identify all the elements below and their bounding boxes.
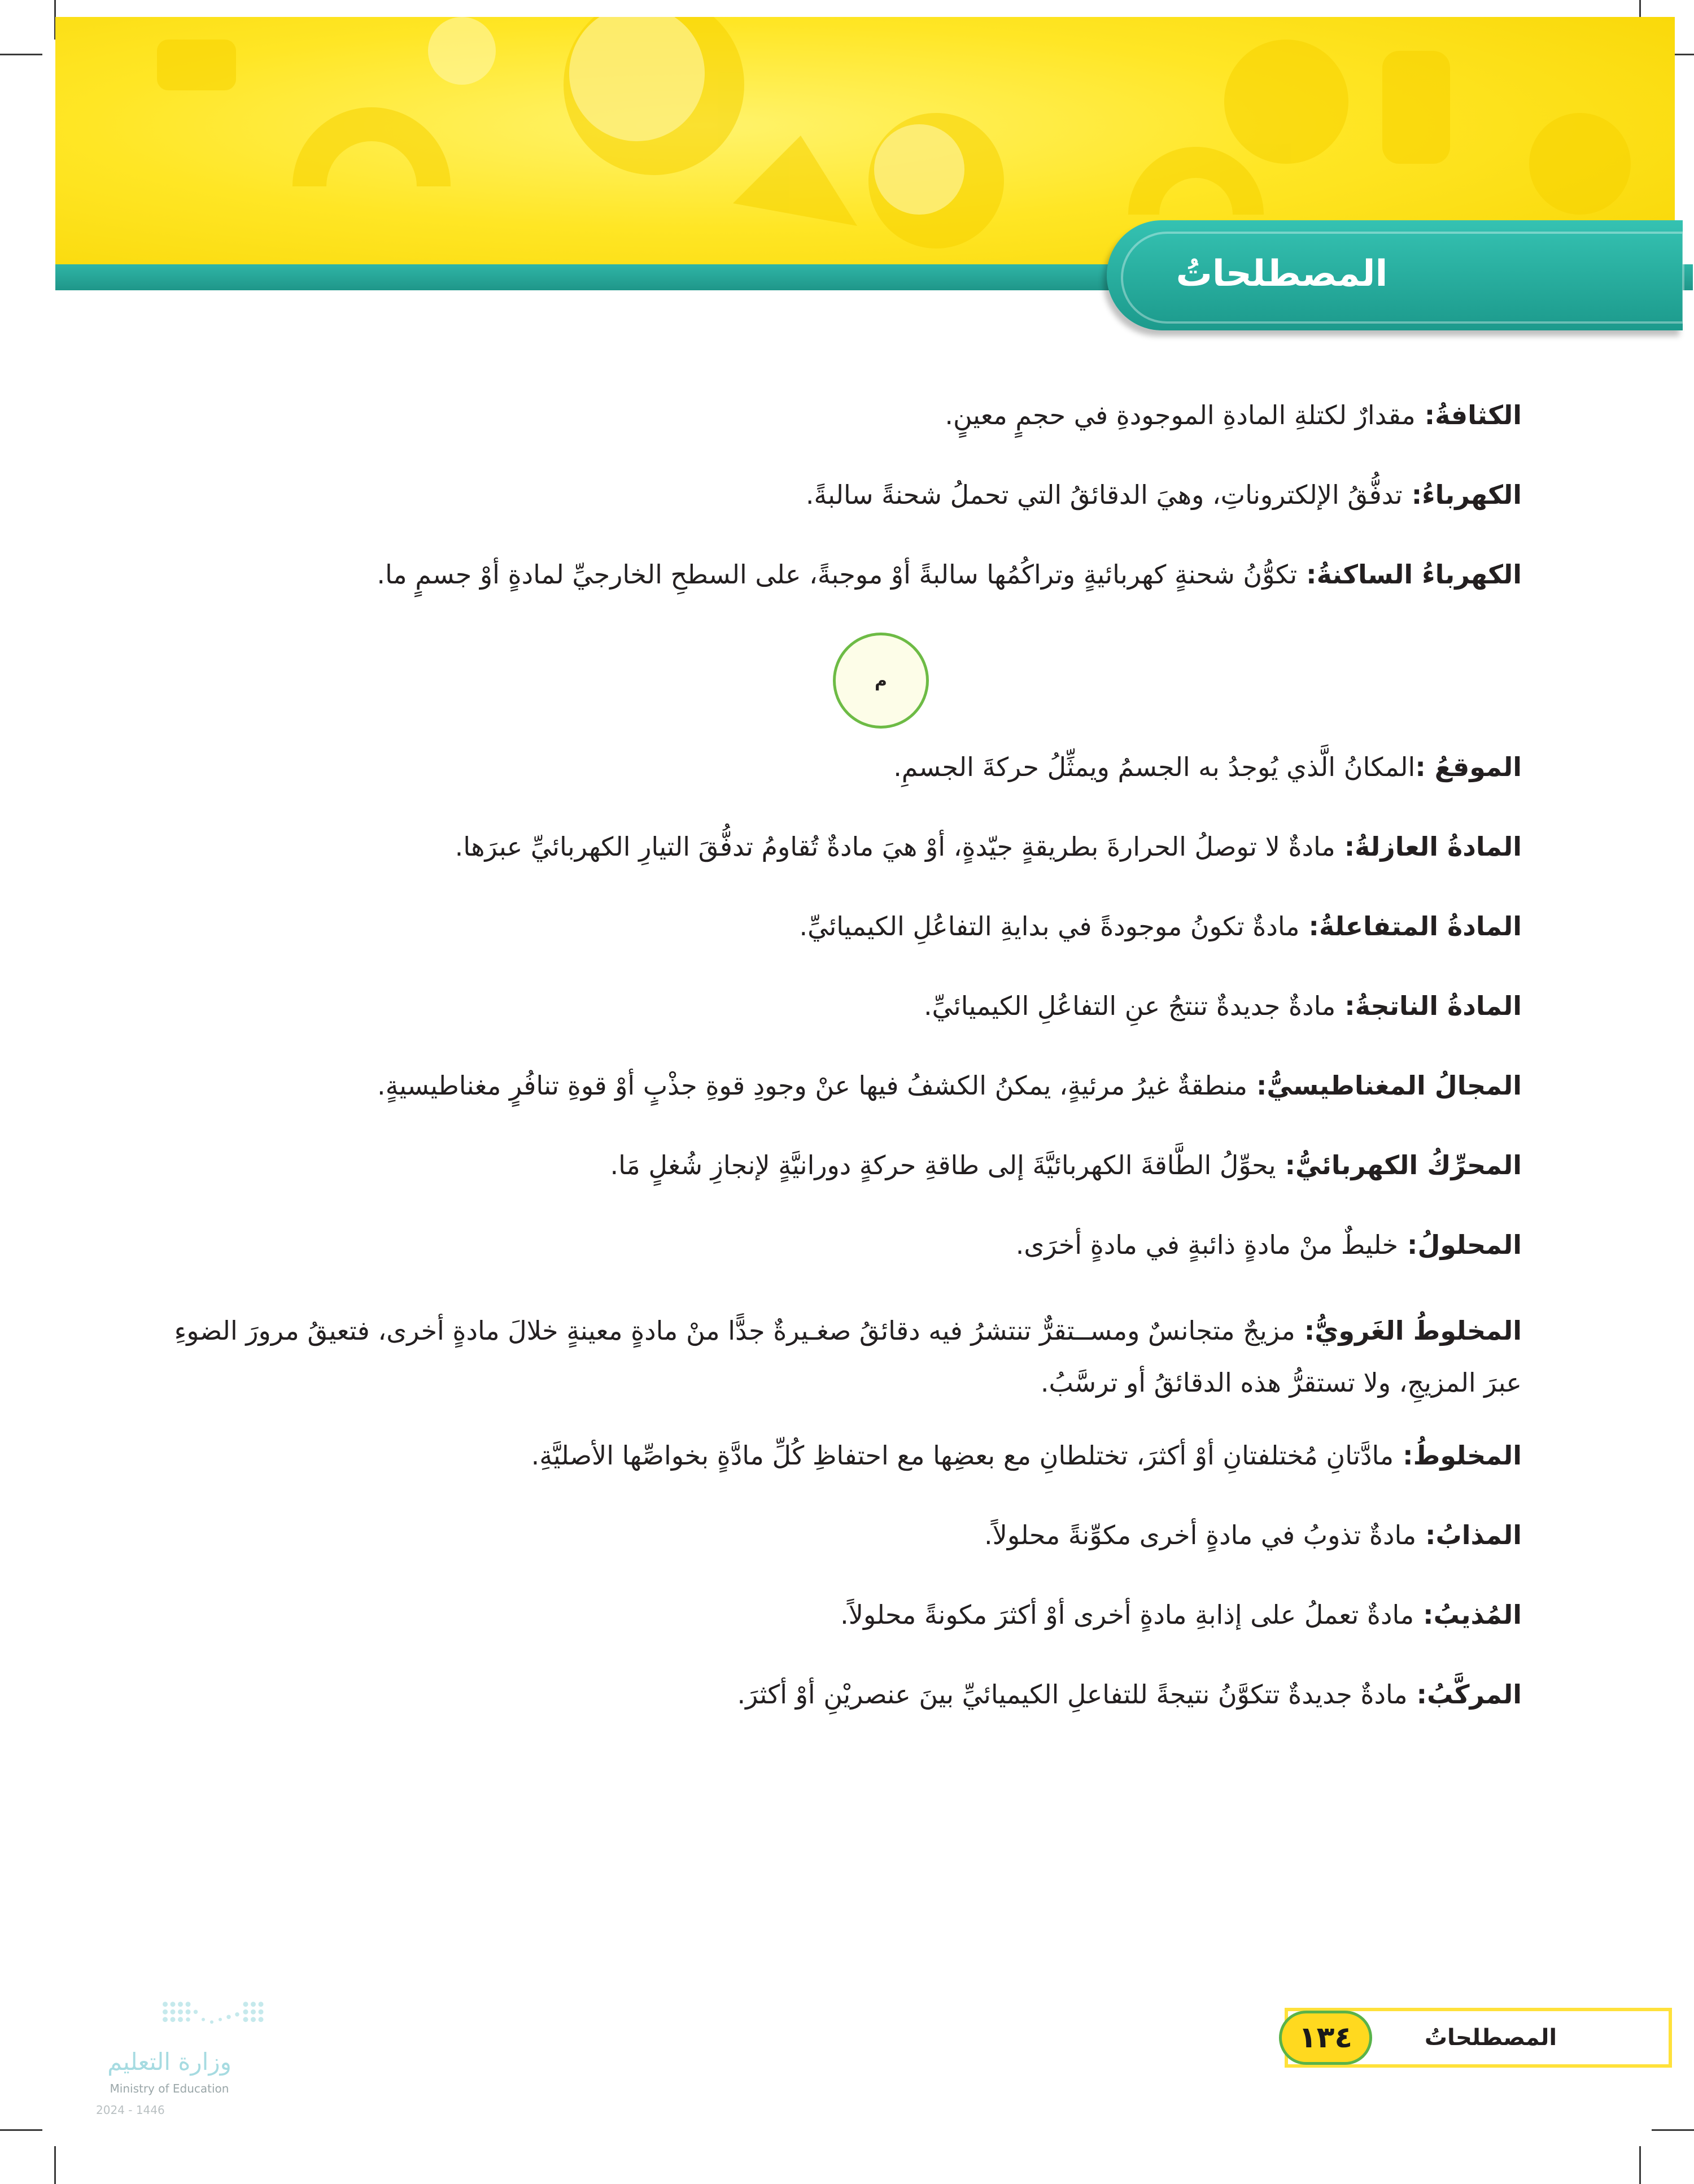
entry-term: المجالُ المغناطيسيُّ xyxy=(1267,1070,1522,1101)
entry-term: المُذيبُ xyxy=(1433,1599,1522,1630)
entry-definition: مادةٌ تعملُ على إذابةِ مادةٍ أخرى أوْ أكثرَ مكونةً محلولاً. xyxy=(840,1599,1414,1630)
glossary-entry: المادةُ المتفاعلةُ: مادةٌ تكونُ موجودةً في بدايةِ التفاعُلِ الكيميائيِّ. xyxy=(799,911,1522,941)
entry-term: المادةُ الناتجةُ xyxy=(1355,991,1522,1021)
entry-definition: مقدارٌ لكتلةِ المادةِ الموجودةِ في حجمٍ معينٍ. xyxy=(945,400,1416,430)
entry-term: المخلوطُ xyxy=(1413,1440,1522,1471)
glossary xyxy=(150,395,1522,1754)
ministry-year: 2024 - 1446 xyxy=(96,2103,165,2117)
entry-term: المحرِّكُ الكهربائيُّ xyxy=(1295,1150,1522,1180)
glossary-entry: المذابُ: مادةٌ تذوبُ في مادةٍ أخرى مكوِّنةً محلولاً. xyxy=(984,1520,1522,1550)
ministry-name: وزارة التعليم xyxy=(107,2048,232,2076)
entry-term: المادةُ العازلةُ xyxy=(1355,831,1522,862)
crop-mark xyxy=(0,54,42,55)
entry-definition: تكوُّنُ شحنةٍ كهربائيةٍ وتراكُمُها سالبةً أوْ موجبةً، على السطحِ الخارجيِّ لمادةٍ أوْ جسمٍ ما. xyxy=(377,559,1298,590)
glossary-entry: المادةُ العازلةُ: مادةٌ لا توصلُ الحرارةَ بطريقةٍ جيّدةٍ، أوْ هيَ مادةٌ تُقاومُ تدفُّقَ التيارِ الكهربائيِّ عبرَها. xyxy=(455,831,1522,862)
crop-mark xyxy=(1639,2146,1641,2184)
glossary-entry: المركَّبُ: مادةٌ جديدةٌ تتكوَّنُ نتيجةً للتفاعلِ الكيميائيِّ بينَ عنصريْنِ أوْ أكثرَ. xyxy=(737,1679,1522,1710)
entry-term: المحلولُ xyxy=(1417,1230,1522,1260)
glossary-entry: المُذيبُ: مادةٌ تعملُ على إذابةِ مادةٍ أخرى أوْ أكثرَ مكونةً محلولاً. xyxy=(840,1599,1522,1630)
entry-definition: مادَّتانِ مُختلفتانِ أوْ أكثرَ، تختلطانِ مع بعضِها مع احتفاظِ كُلِّ مادَّةٍ بخواصِّها الأصليَّةِ. xyxy=(531,1440,1394,1471)
ministry-logo-icon xyxy=(152,1988,322,2050)
entry-definition: خليطٌ منْ مادةٍ ذائبةٍ في مادةٍ أخرَى. xyxy=(1015,1230,1399,1260)
entry-term: الكهرباءُ الساكنةُ xyxy=(1316,559,1522,590)
glossary-entry: المخلوطُ الغَرويُّ: مزيجٌ متجانسٌ ومســتقرٌّ تنتشرُ فيه دقائقُ صغـيرةٌ جدًّا منْ مادةٍ معينةٍ خلالَ مادةٍ أخرى، فتعيقُ مرورَ الضوءِ عبرَ المزيجِ، ولا تستقرُّ هذه الدقائقُ أو ترسَّبُ. xyxy=(174,1315,1522,1398)
entry-definition: مادةٌ جديدةٌ تتكوَّنُ نتيجةً للتفاعلِ الكيميائيِّ بينَ عنصريْنِ أوْ أكثرَ. xyxy=(737,1679,1408,1710)
entry-term: الكهرباءُ xyxy=(1422,479,1522,510)
footer-label: المصطلحاتُ xyxy=(1424,2025,1557,2051)
glossary-entry: الكهرباءُ الساكنةُ: تكوُّنُ شحنةٍ كهربائيةٍ وتراكُمُها سالبةً أوْ موجبةً، على السطحِ الخارجيِّ لمادةٍ أوْ جسمٍ ما. xyxy=(377,559,1522,590)
glossary-entry: الكثافةُ: مقدارٌ لكتلةِ المادةِ الموجودةِ في حجمٍ معينٍ. xyxy=(945,400,1522,430)
page-number: ١٣٤ xyxy=(1279,2011,1372,2065)
glossary-entry: الموقعُ :المكانُ الَّذي يُوجدُ به الجسمُ ويمثِّلُ حركةَ الجسمِ. xyxy=(893,752,1522,782)
entry-definition: المكانُ الَّذي يُوجدُ به الجسمُ ويمثِّلُ حركةَ الجسمِ. xyxy=(893,752,1416,782)
glossary-entry: المخلوطُ: مادَّتانِ مُختلفتانِ أوْ أكثرَ، تختلطانِ مع بعضِها مع احتفاظِ كُلِّ مادَّةٍ بخواصِّها الأصليَّةِ. xyxy=(531,1440,1522,1471)
page-title: المصطلحاتُ xyxy=(1176,253,1388,295)
glossary-entry: المحرِّكُ الكهربائيُّ: يحوِّلُ الطَّاقةَ الكهربائيَّةَ إلى طاقةِ حركةٍ دورانيَّةٍ لإنجازِ شُغلٍ مَا. xyxy=(610,1150,1522,1180)
crop-mark xyxy=(54,2146,56,2184)
entry-term: الكثافةُ xyxy=(1435,400,1522,430)
entry-definition: مادةٌ لا توصلُ الحرارةَ بطريقةٍ جيّدةٍ، أوْ هيَ مادةٌ تُقاومُ تدفُّقَ التيارِ الكهربائيِّ عبرَها. xyxy=(455,831,1335,862)
entry-definition: مادةٌ جديدةٌ تنتجُ عنِ التفاعُلِ الكيميائيِّ. xyxy=(923,991,1336,1021)
entry-definition: مادةٌ تذوبُ في مادةٍ أخرى مكوِّنةً محلولاً. xyxy=(984,1520,1417,1550)
glossary-entry: المحلولُ: خليطٌ منْ مادةٍ ذائبةٍ في مادةٍ أخرَى. xyxy=(1015,1230,1522,1260)
entry-definition: يحوِّلُ الطَّاقةَ الكهربائيَّةَ إلى طاقةِ حركةٍ دورانيَّةٍ لإنجازِ شُغلٍ مَا. xyxy=(610,1150,1276,1180)
entry-term: المركَّبُ xyxy=(1427,1679,1522,1710)
crop-mark xyxy=(0,2129,42,2131)
entry-definition: تدفُّقُ الإلكتروناتِ، وهيَ الدقائقُ التي تحملُ شحنةً سالبةً. xyxy=(805,479,1403,510)
crop-mark xyxy=(1652,2129,1694,2131)
entry-term: المادةُ المتفاعلةُ xyxy=(1318,911,1522,941)
entry-term: الموقعُ xyxy=(1434,752,1522,782)
glossary-entry: المجالُ المغناطيسيُّ: منطقةٌ غيرُ مرئيةٍ، يمكنُ الكشفُ فيها عنْ وجودِ قوةِ جذْبٍ أوْ قوةِ تنافُرٍ مغناطيسيةٍ. xyxy=(377,1070,1522,1101)
entry-term: المذابُ xyxy=(1435,1520,1522,1550)
entry-definition: مزيجٌ متجانسٌ ومســتقرٌّ تنتشرُ فيه دقائقُ صغـيرةٌ جدًّا منْ مادةٍ معينةٍ خلالَ مادةٍ أخرى، فتعيقُ مرورَ الضوءِ عبرَ المزيجِ، ولا تستقرُّ هذه الدقائقُ أو ترسَّبُ. xyxy=(174,1315,1522,1398)
section-letter-badge xyxy=(833,633,929,729)
entry-definition: منطقةٌ غيرُ مرئيةٍ، يمكنُ الكشفُ فيها عنْ وجودِ قوةِ جذْبٍ أوْ قوةِ تنافُرٍ مغناطيسيةٍ. xyxy=(377,1070,1247,1101)
entry-definition: مادةٌ تكونُ موجودةً في بدايةِ التفاعُلِ الكيميائيِّ. xyxy=(799,911,1300,941)
glossary-entry: المادةُ الناتجةُ: مادةٌ جديدةٌ تنتجُ عنِ التفاعُلِ الكيميائيِّ. xyxy=(923,991,1522,1021)
section-letter: م xyxy=(875,670,887,691)
entry-term: المخلوطُ الغَرويُّ xyxy=(1315,1315,1522,1346)
ministry-name-en: Ministry of Education xyxy=(110,2082,229,2095)
glossary-entry: الكهرباءُ: تدفُّقُ الإلكتروناتِ، وهيَ الدقائقُ التي تحملُ شحنةً سالبةً. xyxy=(805,479,1522,510)
